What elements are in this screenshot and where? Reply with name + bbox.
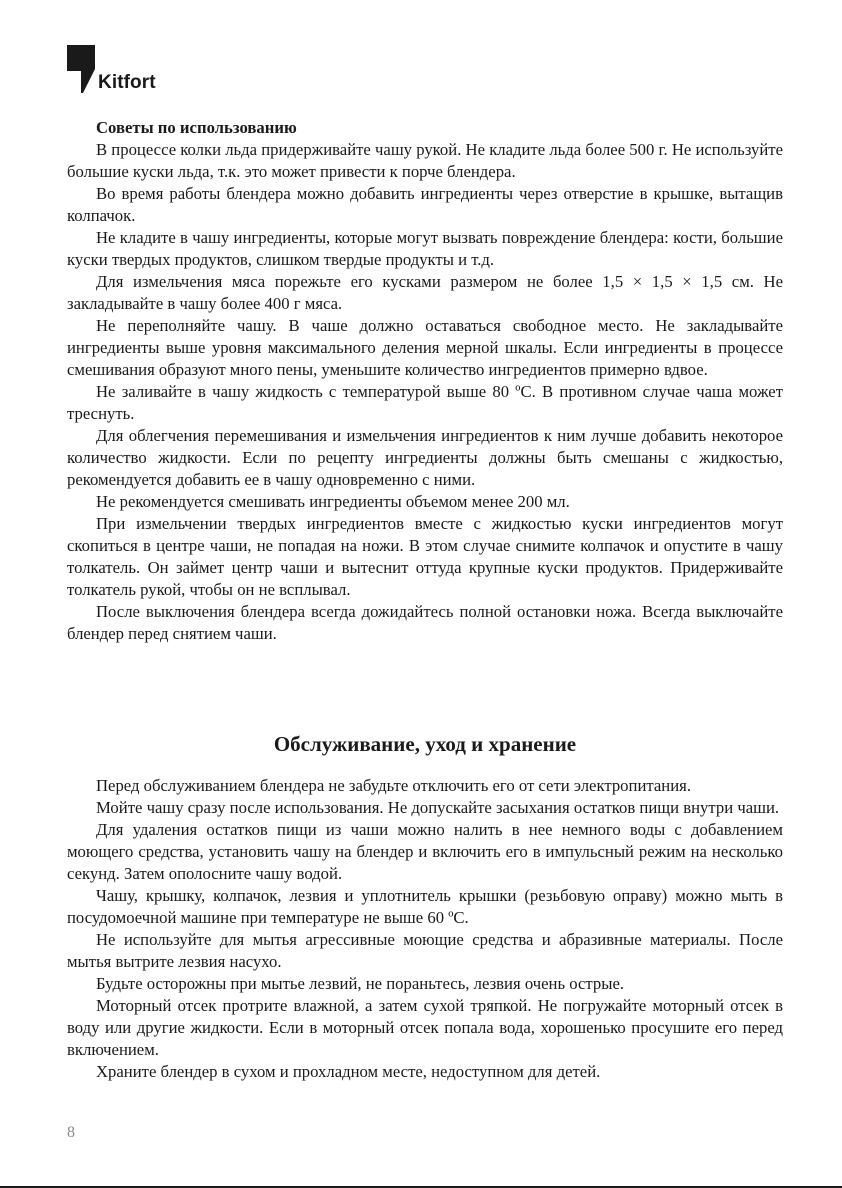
maintenance-paragraph: Храните блендер в сухом и прохладном месте, недоступном для детей. [96, 1062, 601, 1081]
tips-paragraph: Не рекомендуется смешивать ингредиенты объемом менее 200 мл. [96, 492, 570, 511]
maintenance-paragraph: Мойте чашу сразу после использования. Не допускайте засыхания остатков пищи внутри чаши. [96, 798, 780, 817]
tips-paragraph: Не кладите в чашу ингредиенты, которые могут вызвать повреждение блендера: кости, большие куски твердых продуктов, слишком твердые продукты и т.д. [67, 228, 783, 269]
tips-paragraph: После выключения блендера всегда дожидайтесь полной остановки ножа. Всегда выключайте блендер перед снятием чаши. [67, 602, 783, 643]
maintenance-paragraph: Перед обслуживанием блендера не забудьте отключить его от сети электропитания. [96, 776, 691, 795]
tips-section [67, 117, 783, 645]
tips-paragraph: В процессе колки льда придерживайте чашу рукой. Не кладите льда более 500 г. Не используйте большие куски льда, т.к. это может привести к порче блендера. [67, 140, 783, 181]
maintenance-paragraph: Для удаления остатков пищи из чаши можно налить в нее немного воды с добавлением моющего средства, установить чашу на блендер и включить его в импульсный режим на несколько секунд. Затем ополосните чашу водой. [67, 820, 783, 883]
tips-paragraph: При измельчении твердых ингредиентов вместе с жидкостью куски ингредиентов могут скопиться в центре чаши, не попадая на ножи. В этом случае снимите колпачок и опустите в чашу толкатель. Он займет центр чаши и вытеснит оттуда крупные куски продуктов. Придерживайте толкатель рукой, чтобы он не всплывал. [67, 514, 783, 599]
kitfort-flag-logo-icon [67, 45, 95, 93]
maintenance-paragraph: Моторный отсек протрите влажной, а затем сухой тряпкой. Не погружайте моторный отсек в воду или другие жидкости. Если в моторный отсек попала вода, хорошенько просушите его перед включением. [67, 996, 783, 1059]
tips-paragraph: Во время работы блендера можно добавить ингредиенты через отверстие в крышке, вытащив колпачок. [67, 184, 783, 225]
maintenance-paragraph: Не используйте для мытья агрессивные моющие средства и абразивные материалы. После мытья вытрите лезвия насухо. [67, 930, 783, 971]
brand-name: Kitfort [98, 72, 156, 93]
section-title: Обслуживание, уход и хранение [273, 732, 577, 756]
maintenance-paragraph: Будьте осторожны при мытье лезвий, не пораньтесь, лезвия очень острые. [96, 974, 625, 993]
tips-paragraph: Не переполняйте чашу. В чаше должно оставаться свободное место. Не закладывайте ингредиенты выше уровня максимального деления мерной шкалы. Если ингредиенты в процессе смешивания образуют много пены, уменьшите количество ингредиентов примерно вдвое. [67, 316, 783, 379]
tips-heading: Советы по использованию [96, 118, 297, 137]
maintenance-section [67, 775, 783, 1083]
tips-paragraph: Для облегчения перемешивания и измельчения ингредиентов к ним лучше добавить некоторое количество жидкости. Если по рецепту ингредиенты должны быть смешаны с жидкостью, рекомендуется добавить ее в чашу одновременно с ними. [67, 426, 783, 489]
page-number: 8 [67, 1124, 75, 1141]
tips-paragraph: Для измельчения мяса порежьте его кусками размером не более 1,5 × 1,5 × 1,5 см. Не закладывайте в чашу более 400 г мяса. [67, 272, 783, 313]
tips-paragraph: Не заливайте в чашу жидкость с температурой выше 80 ºС. В противном случае чаша может треснуть. [67, 382, 783, 423]
maintenance-paragraph: Чашу, крышку, колпачок, лезвия и уплотнитель крышки (резьбовую оправу) можно мыть в посудомоечной машине при температуре не выше 60 ºС. [67, 886, 783, 927]
